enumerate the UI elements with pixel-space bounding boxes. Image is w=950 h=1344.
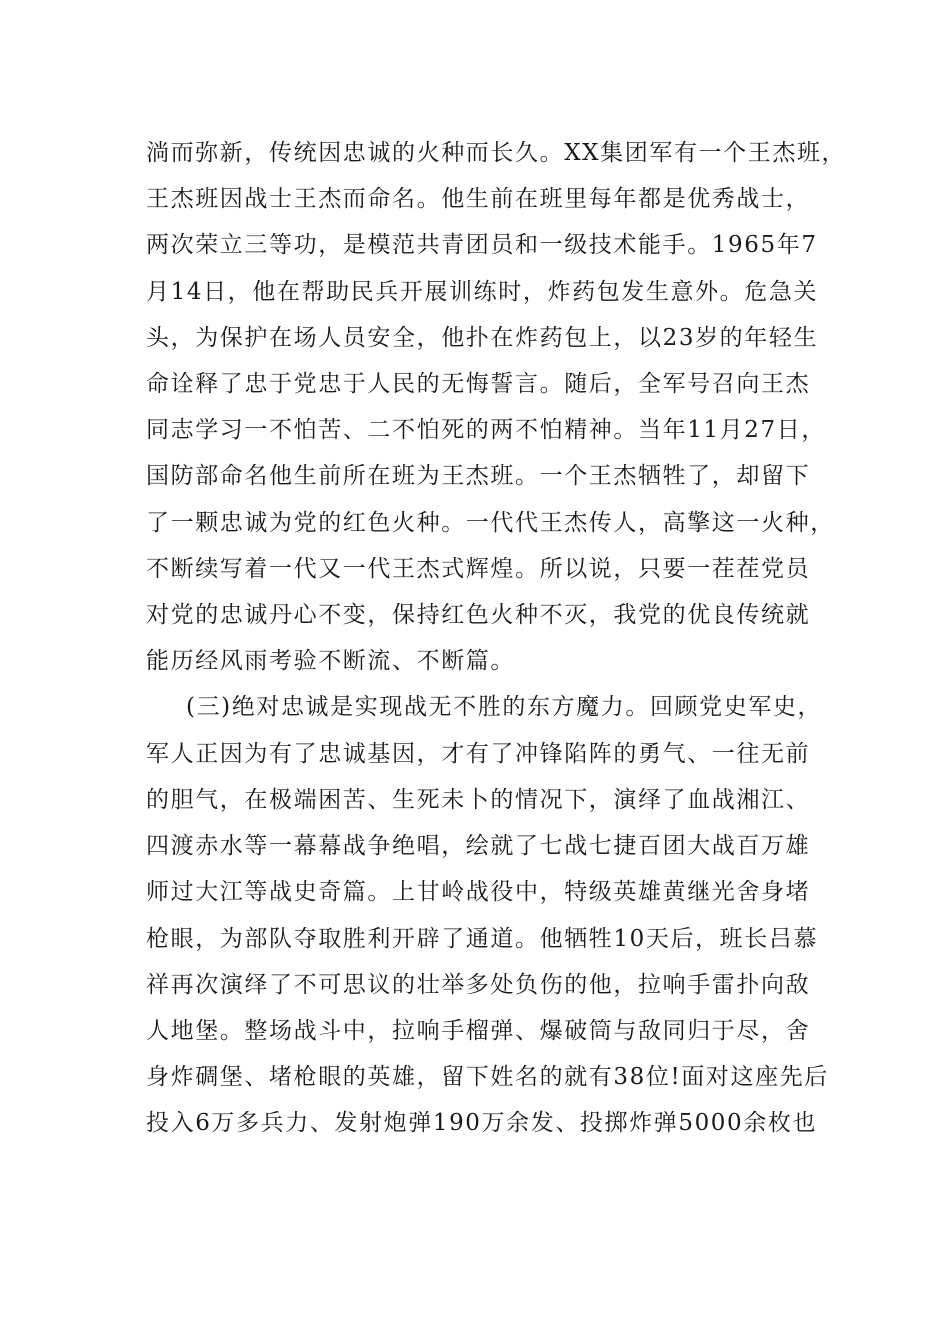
text-line: 四渡赤水等一幕幕战争绝唱，绘就了七战七捷百团大战百万雄	[146, 833, 811, 859]
text-line: 人地堡。整场战斗中，拉响手榴弹、爆破筒与敌同归于尽，舍	[146, 1018, 811, 1044]
text-line: 投入6万多兵力、发射炮弹190万余发、投掷炸弹5000余枚也	[146, 1110, 818, 1136]
text-line: 国防部命名他生前所在班为王杰班。一个王杰牺牲了，却留下	[146, 463, 811, 489]
text-line: 两次荣立三等功，是模范共青团员和一级技术能手。1965年7	[146, 232, 818, 258]
text-line: 淌而弥新，传统因忠诚的火种而长久。XX集团军有一个王杰班，	[146, 140, 847, 166]
text-line: 月14日，他在帮助民兵开展训练时，炸药包发生意外。危急关	[146, 279, 819, 305]
paragraph-heading-line: (三)绝对忠诚是实现战无不胜的东方魔力。回顾党史军史，	[186, 694, 823, 720]
text-line: 的胆气，在极端困苦、生死未卜的情况下，演绎了血战湘江、	[146, 787, 811, 813]
text-line: 对党的忠诚丹心不变，保持红色火种不灭，我党的优良传统就	[146, 602, 811, 628]
text-line: 身炸碉堡、堵枪眼的英雄，留下姓名的就有38位!面对这座先后	[146, 1064, 829, 1090]
text-line: 头，为保护在场人员安全，他扑在炸药包上，以23岁的年轻生	[146, 325, 819, 351]
text-line: 师过大江等战史奇篇。上甘岭战役中，特级英雄黄继光舍身堵	[146, 879, 811, 905]
text-line: 了一颗忠诚为党的红色火种。一代代王杰传人，高擎这一火种，	[146, 510, 835, 536]
text-line: 能历经风雨考验不断流、不断篇。	[146, 648, 515, 674]
text-line: 王杰班因战士王杰而命名。他生前在班里每年都是优秀战士，	[146, 186, 811, 212]
text-line: 同志学习一不怕苦、二不怕死的两不怕精神。当年11月27日，	[146, 417, 826, 443]
text-line: 军人正因为有了忠诚基因，才有了冲锋陷阵的勇气、一往无前	[146, 741, 811, 767]
text-line: 枪眼，为部队夺取胜利开辟了通道。他牺牲10天后，班长吕慕	[146, 926, 819, 952]
text-line: 不断续写着一代又一代王杰式辉煌。所以说，只要一茬茬党员	[146, 556, 811, 582]
text-line: 祥再次演绎了不可思议的壮举多处负伤的他，拉响手雷扑向敌	[146, 972, 811, 998]
text-line: 命诠释了忠于党忠于人民的无悔誓言。随后，全军号召向王杰	[146, 371, 811, 397]
